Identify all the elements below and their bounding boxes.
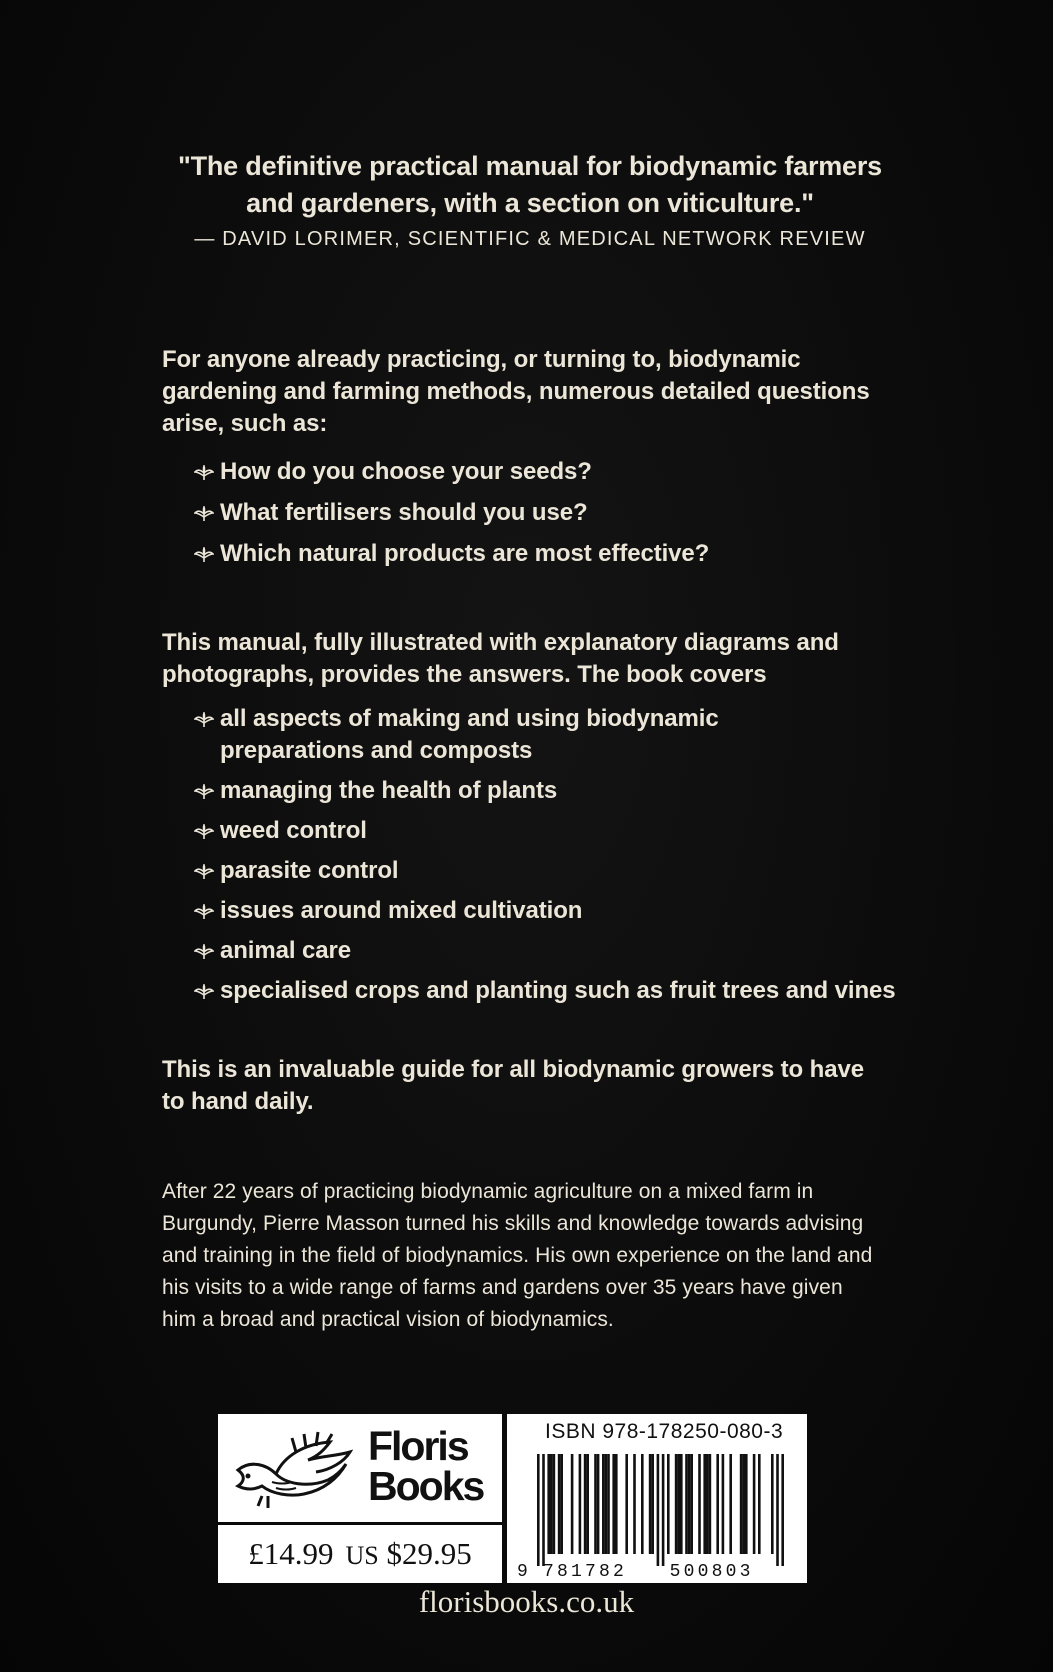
leaf-bullet-icon xyxy=(194,864,214,880)
question-text: What fertilisers should you use? xyxy=(220,499,588,526)
leaf-bullet-icon xyxy=(194,547,214,563)
barcode-bar xyxy=(722,1454,725,1554)
barcode-bar xyxy=(675,1454,678,1554)
barcode-digit-lead: 9 xyxy=(517,1562,532,1580)
barcode-bar xyxy=(553,1454,556,1554)
barcode-bar xyxy=(633,1454,636,1554)
barcode-bar xyxy=(698,1454,701,1554)
leaf-bullet-icon xyxy=(194,944,214,960)
barcode-bar xyxy=(597,1454,600,1554)
barcode-bar xyxy=(584,1454,587,1554)
leaf-bullet-icon xyxy=(194,904,214,920)
list-item xyxy=(194,855,754,887)
barcode-bar xyxy=(571,1454,574,1554)
barcode-graphic xyxy=(515,1452,803,1580)
price-us: $29.95 xyxy=(386,1536,472,1571)
barcode-bar xyxy=(680,1454,683,1554)
leaf-bullet-icon xyxy=(194,712,214,728)
barcode-bar xyxy=(667,1454,670,1554)
barcode-bar xyxy=(586,1454,589,1554)
barcode-bar xyxy=(607,1454,610,1554)
barcode-bar xyxy=(605,1454,608,1554)
quote-line-2: and gardeners, with a section on viticulture." xyxy=(246,188,814,218)
covers-item-text: all aspects of making and using biodynamic preparations and composts xyxy=(220,705,719,764)
barcode-bar xyxy=(745,1454,748,1554)
barcode-digits-left: 781782 xyxy=(543,1562,628,1580)
list-item xyxy=(194,775,754,807)
barcode-bar xyxy=(594,1454,597,1554)
covers-item-text: animal care xyxy=(220,937,351,964)
barcode-bar xyxy=(550,1454,553,1554)
barcode-box xyxy=(507,1414,807,1583)
covers-item-text: parasite control xyxy=(220,857,399,884)
leaf-bullet-icon xyxy=(194,824,214,840)
barcode-bar xyxy=(688,1454,691,1554)
barcode-bar xyxy=(742,1454,745,1554)
covers-item-text: managing the health of plants xyxy=(220,777,558,804)
barcode-bar xyxy=(547,1454,550,1554)
barcode-bar xyxy=(677,1454,680,1554)
barcode-bar xyxy=(740,1454,743,1554)
barcode-bar xyxy=(560,1454,563,1554)
covers-list xyxy=(194,703,896,1007)
covers-item-text: issues around mixed cultivation xyxy=(220,897,583,924)
intro-section xyxy=(162,344,874,570)
questions-list xyxy=(194,456,874,570)
price-box xyxy=(218,1525,502,1583)
price-uk: £14.99 xyxy=(248,1536,334,1571)
barcode-bar xyxy=(542,1454,545,1566)
price-us-label: US xyxy=(345,1541,379,1570)
list-item xyxy=(194,538,874,570)
barcode-bar xyxy=(651,1454,654,1554)
covers-section xyxy=(162,627,896,1007)
covers-paragraph: This manual, fully illustrated with explanatory diagrams and photographs, provides the answers. The book covers xyxy=(162,629,839,688)
list-item xyxy=(194,935,754,967)
barcode-bar xyxy=(716,1454,719,1554)
list-item xyxy=(194,497,874,529)
quote-text xyxy=(130,148,930,222)
barcode-bar xyxy=(625,1454,628,1554)
covers-item-text: weed control xyxy=(220,817,367,844)
barcode-bar xyxy=(657,1454,660,1566)
barcode-bar xyxy=(709,1454,712,1554)
barcode-bar xyxy=(615,1454,618,1554)
barcode-bar xyxy=(706,1454,709,1554)
barcode-bar xyxy=(729,1454,732,1554)
publisher-logo-box xyxy=(218,1414,502,1522)
author-bio-section xyxy=(162,1176,874,1336)
barcode-bar xyxy=(685,1454,688,1554)
leaf-bullet-icon xyxy=(194,784,214,800)
intro-paragraph: For anyone already practicing, or turning to, biodynamic gardening and farming methods, numerous detailed questions arise, such as: xyxy=(162,346,870,437)
review-quote xyxy=(130,148,930,251)
leaf-bullet-icon xyxy=(194,984,214,1000)
barcode-bar xyxy=(753,1454,756,1554)
barcode-bar xyxy=(558,1454,561,1554)
barcode-bar xyxy=(781,1454,784,1566)
barcode-bar xyxy=(579,1454,582,1554)
publisher-name xyxy=(368,1423,484,1509)
leaf-bullet-icon xyxy=(194,506,214,522)
author-bio: After 22 years of practicing biodynamic agriculture on a mixed farm in Burgundy, Pierre Masson turned his skills and knowledge towards advising and training in the field of biodynamics. His own experience on the land and his visits to a wide range of farms and gardens over 35 years have given him a broad and practical vision of biodynamics. xyxy=(162,1180,873,1331)
question-text: How do you choose your seeds? xyxy=(220,458,592,485)
quote-attribution: — DAVID LORIMER, SCIENTIFIC & MEDICAL NETWORK REVIEW xyxy=(194,228,866,250)
isbn-label: ISBN 978-178250-080-3 xyxy=(545,1420,784,1443)
closing-section xyxy=(162,1054,874,1118)
list-item xyxy=(194,895,754,927)
barcode-bar xyxy=(662,1454,665,1566)
list-item xyxy=(194,703,754,767)
covers-item-text: specialised crops and planting such as fruit trees and vines xyxy=(220,977,896,1004)
barcode-bar xyxy=(703,1454,706,1554)
barcode-bar xyxy=(602,1454,605,1554)
leaf-bullet-icon xyxy=(194,465,214,481)
barcode-bar xyxy=(690,1454,693,1554)
list-item xyxy=(194,815,754,847)
floris-dove-icon xyxy=(232,1430,360,1510)
barcode-bar xyxy=(776,1454,779,1566)
publisher-website: florisbooks.co.uk xyxy=(418,1584,635,1619)
publisher-name-line-1: Floris xyxy=(368,1423,468,1469)
barcode-bar xyxy=(649,1454,652,1554)
list-item xyxy=(194,456,874,488)
publisher-name-line-2: Books xyxy=(368,1463,484,1509)
list-item xyxy=(194,975,920,1007)
barcode-bar xyxy=(641,1454,644,1554)
closing-paragraph: This is an invaluable guide for all biodynamic growers to have to hand daily. xyxy=(162,1056,864,1115)
question-text: Which natural products are most effective? xyxy=(220,540,710,567)
barcode-digits-right: 500803 xyxy=(669,1562,754,1580)
barcode-bar xyxy=(771,1454,774,1554)
barcode-bar xyxy=(537,1454,540,1566)
barcode-bar xyxy=(758,1454,761,1554)
barcode-bar xyxy=(612,1454,615,1554)
quote-line-1: "The definitive practical manual for biodynamic farmers xyxy=(178,151,882,181)
